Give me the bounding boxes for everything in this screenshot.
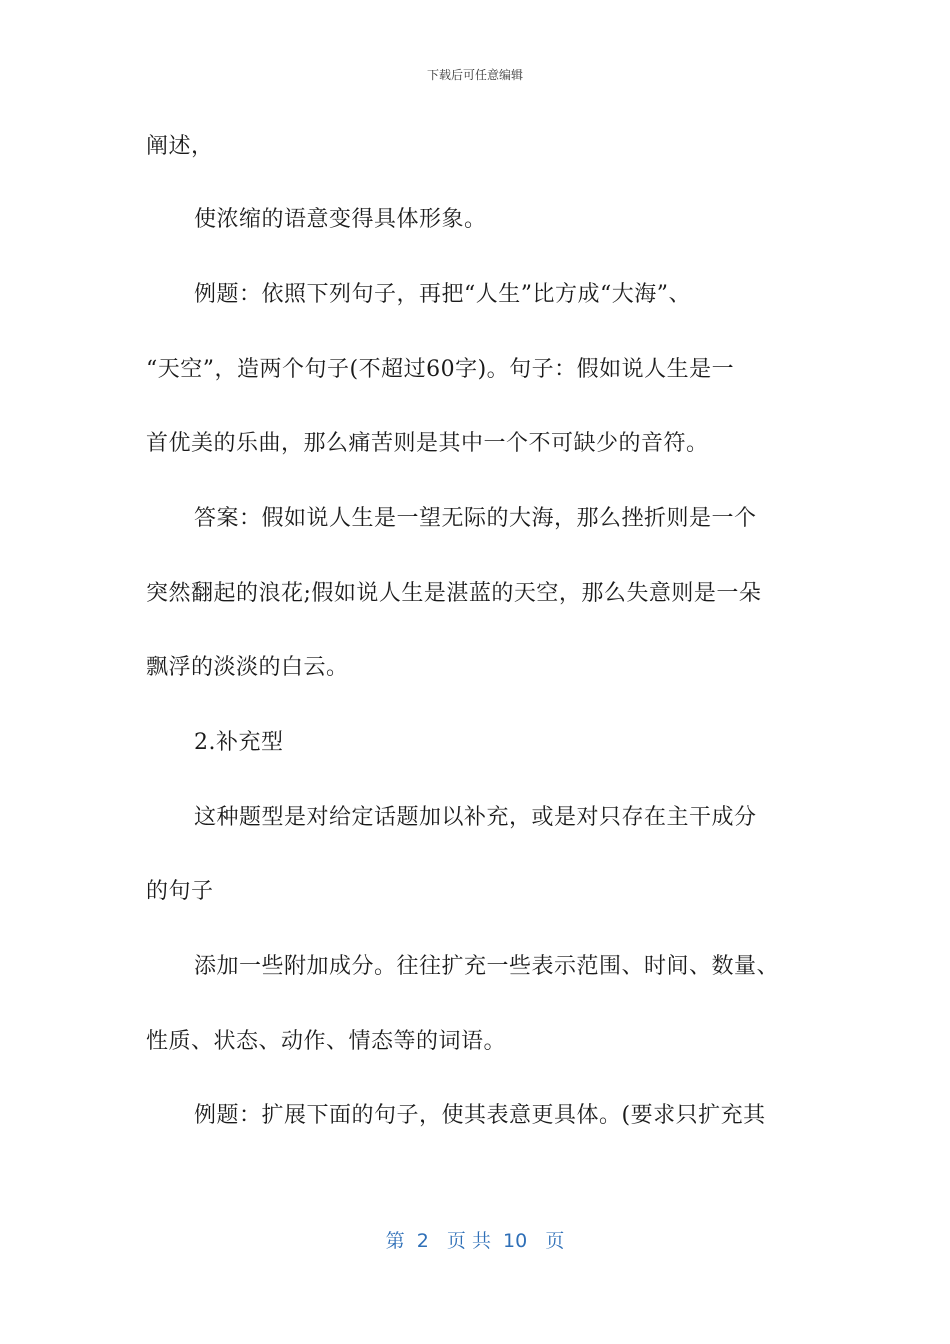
- body-line-6: 答案：假如说人生是一望无际的大海，那么挫折则是一个: [194, 506, 757, 531]
- body-line-8: 飘浮的淡淡的白云。: [146, 655, 349, 680]
- body-line-5: 首优美的乐曲，那么痛苦则是其中一个不可缺少的音符。: [146, 431, 709, 456]
- body-line-12: 添加一些附加成分。往往扩充一些表示范围、时间、数量、: [194, 954, 780, 979]
- body-line-3: 例题：依照下列句子，再把“人生”比方成“大海”、: [194, 282, 691, 307]
- body-line-4: “天空”，造两个句子(不超过60字)。句子：假如说人生是一: [146, 357, 735, 382]
- body-line-14: 例题：扩展下面的句子，使其表意更具体。(要求只扩充其: [194, 1103, 766, 1128]
- page-header: 下载后可任意编辑: [426, 68, 523, 82]
- section-heading: 2.补充型: [194, 730, 284, 755]
- body-line-10: 这种题型是对给定话题加以补充，或是对只存在主干成分: [194, 805, 757, 830]
- body-line-13: 性质、状态、动作、情态等的词语。: [146, 1029, 507, 1054]
- page-footer: 第 2 页 共 10 页: [385, 1230, 565, 1252]
- body-line-1: 阐述，: [146, 134, 214, 159]
- body-line-7: 突然翻起的浪花;假如说人生是湛蓝的天空，那么失意则是一朵: [146, 581, 762, 606]
- body-line-11: 的句子: [146, 879, 214, 904]
- body-line-2: 使浓缩的语意变得具体形象。: [194, 207, 487, 232]
